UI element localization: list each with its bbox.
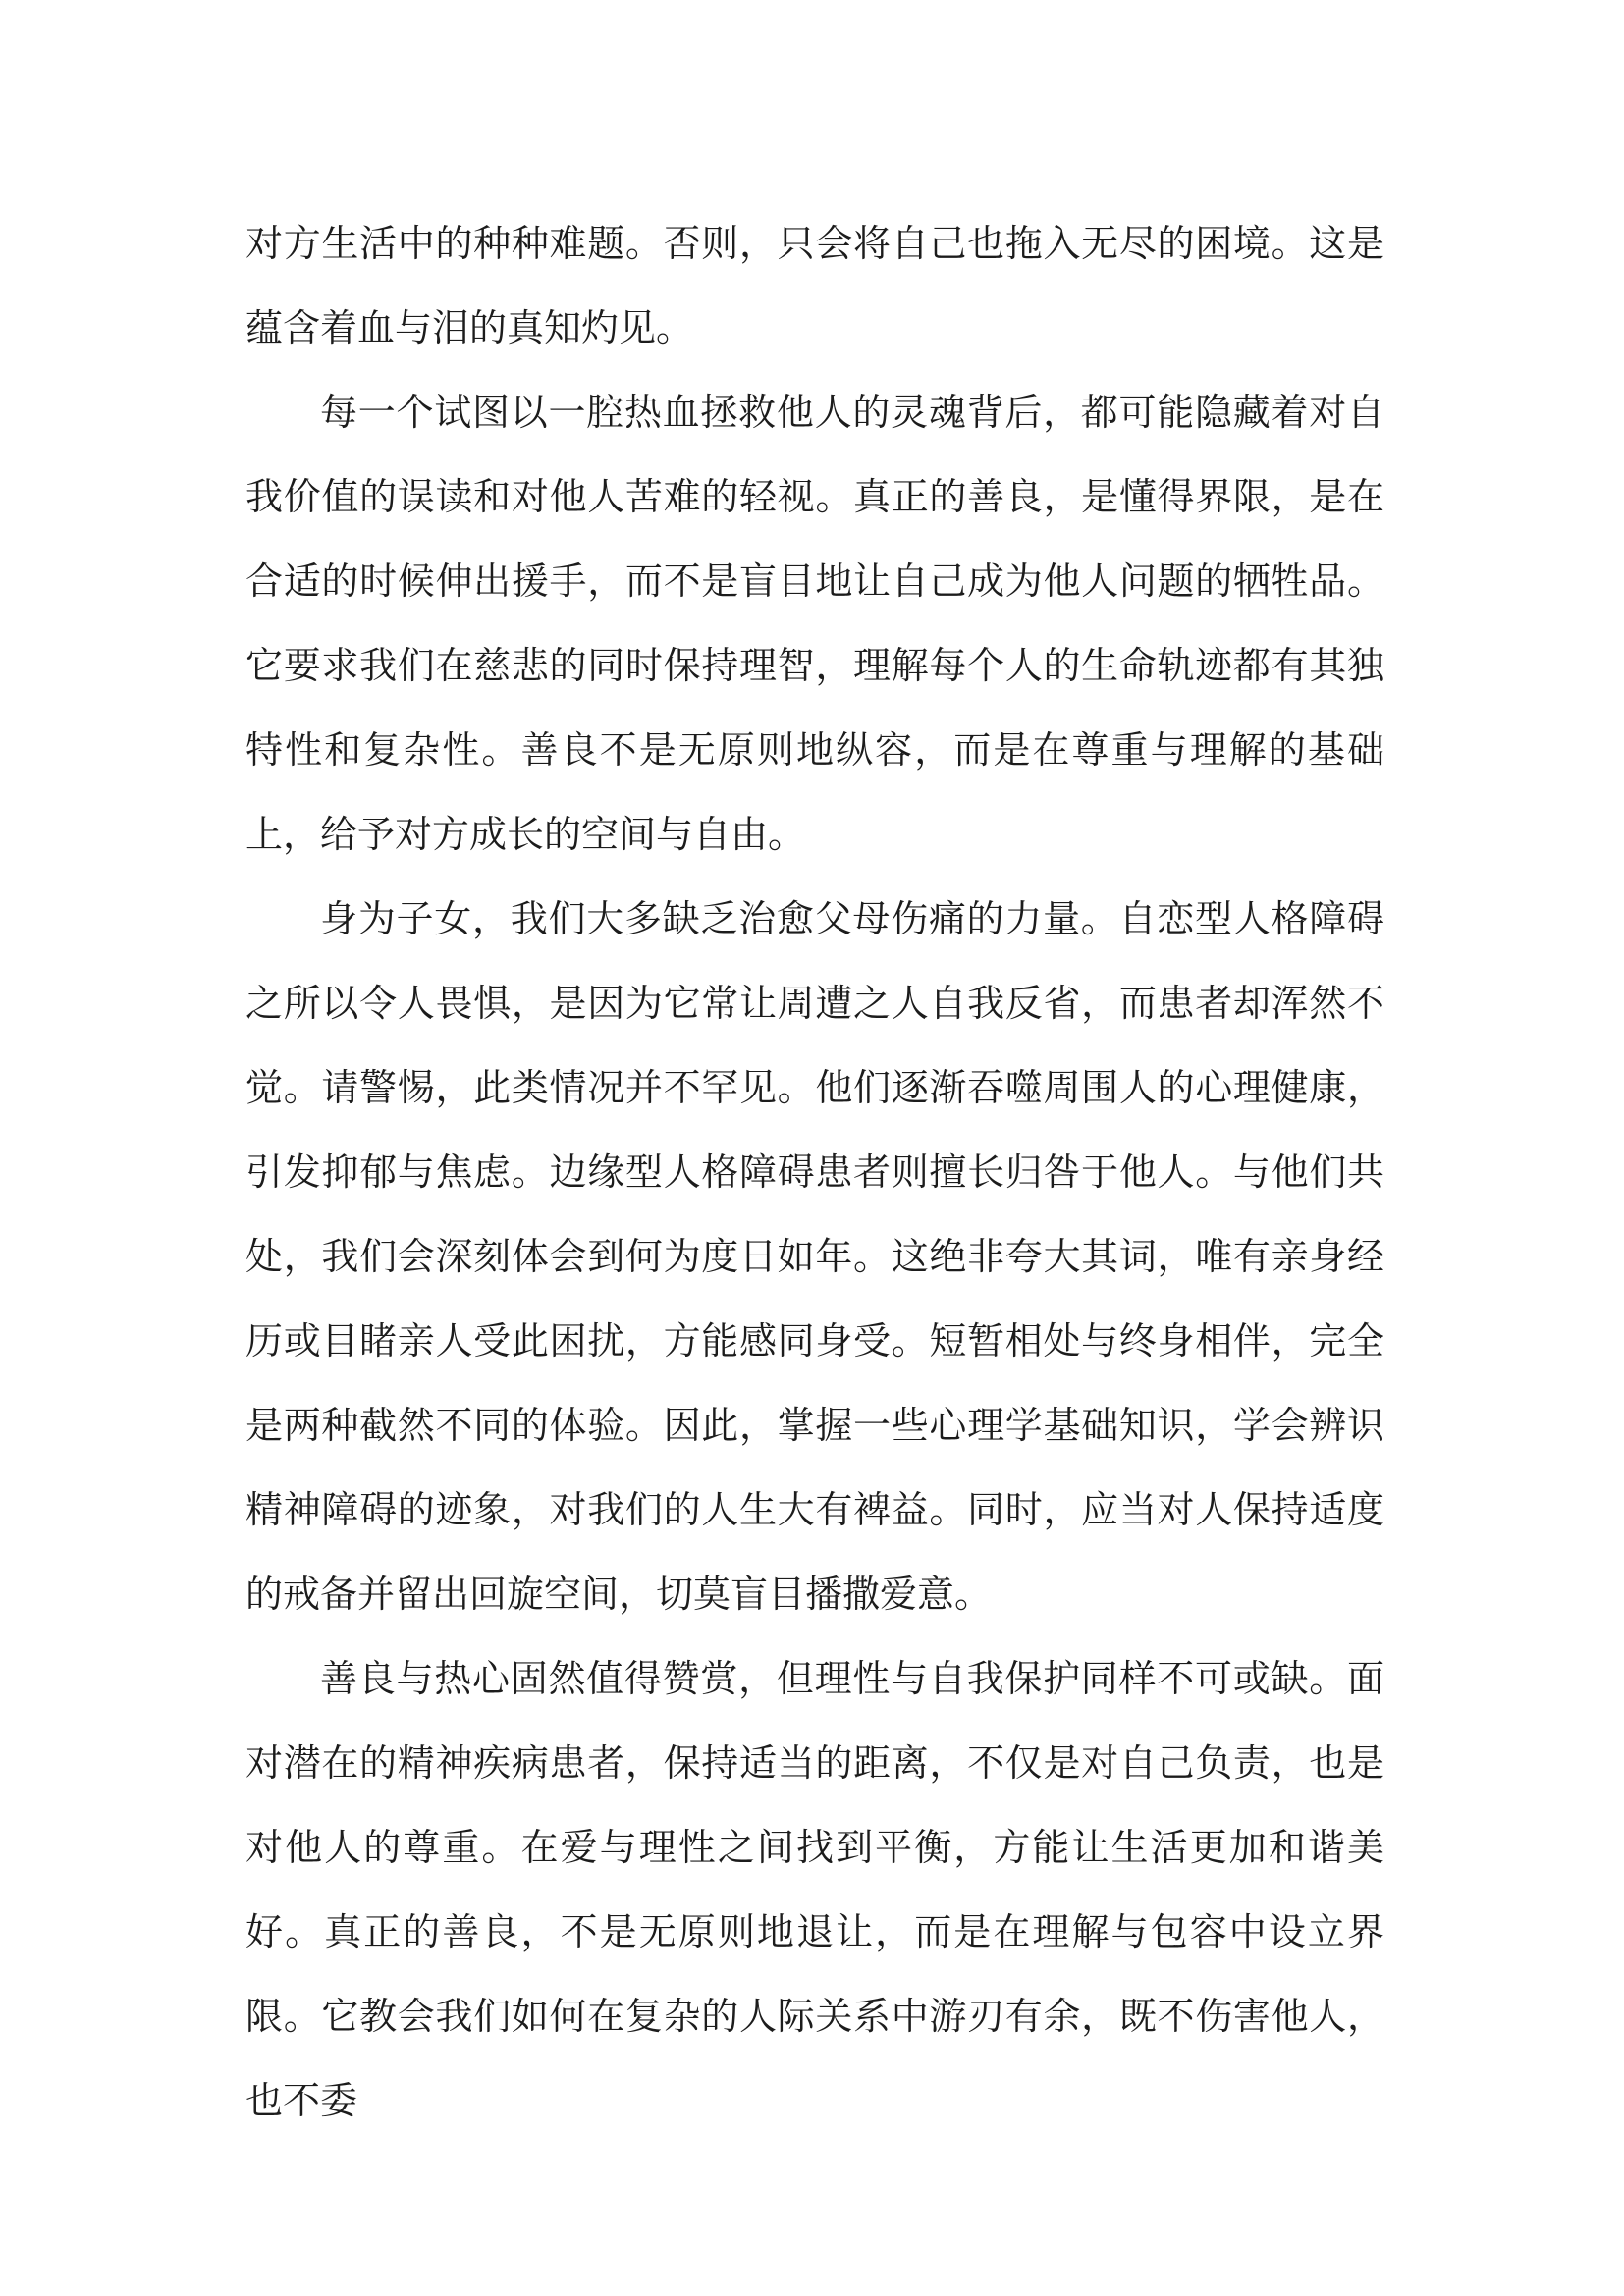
paragraph: 善良与热心固然值得赞赏，但理性与自我保护同样不可或缺。面对潜在的精神疾病患者，保持适当的距离，不仅是对自己负责，也是对他人的尊重。在爱与理性之间找到平衡，方能让生活更加和谐美好。真正的善良，不是无原则地退让，而是在理解与包容中设立界限。它教会我们如何在复杂的人际关系中游刃有余，既不伤害他人，也不委 — [245, 1657, 1384, 2122]
document-body — [245, 201, 1384, 2143]
paragraph: 对方生活中的种种难题。否则，只会将自己也拖入无尽的困境。这是蕴含着血与泪的真知灼见。 — [245, 222, 1384, 349]
paragraph: 每一个试图以一腔热血拯救他人的灵魂背后，都可能隐藏着对自我价值的误读和对他人苦难的轻视。真正的善良，是懂得界限，是在合适的时候伸出援手，而不是盲目地让自己成为他人问题的牺牲品。它要求我们在慈悲的同时保持理智，理解每个人的生命轨迹都有其独特性和复杂性。善良不是无原则地纵容，而是在尊重与理解的基础上，给予对方成长的空间与自由。 — [245, 391, 1384, 856]
paragraph: 身为子女，我们大多缺乏治愈父母伤痛的力量。自恋型人格障碍之所以令人畏惧，是因为它常让周遭之人自我反省，而患者却浑然不觉。请警惕，此类情况并不罕见。他们逐渐吞噬周围人的心理健康，引发抑郁与焦虑。边缘型人格障碍患者则擅长归咎于他人。与他们共处，我们会深刻体会到何为度日如年。这绝非夸大其词，唯有亲身经历或目睹亲人受此困扰，方能感同身受。短暂相处与终身相伴，完全是两种截然不同的体验。因此，掌握一些心理学基础知识，学会辨识精神障碍的迹象，对我们的人生大有裨益。同时，应当对人保持适度的戒备并留出回旋空间，切莫盲目播撒爱意。 — [245, 897, 1384, 1616]
